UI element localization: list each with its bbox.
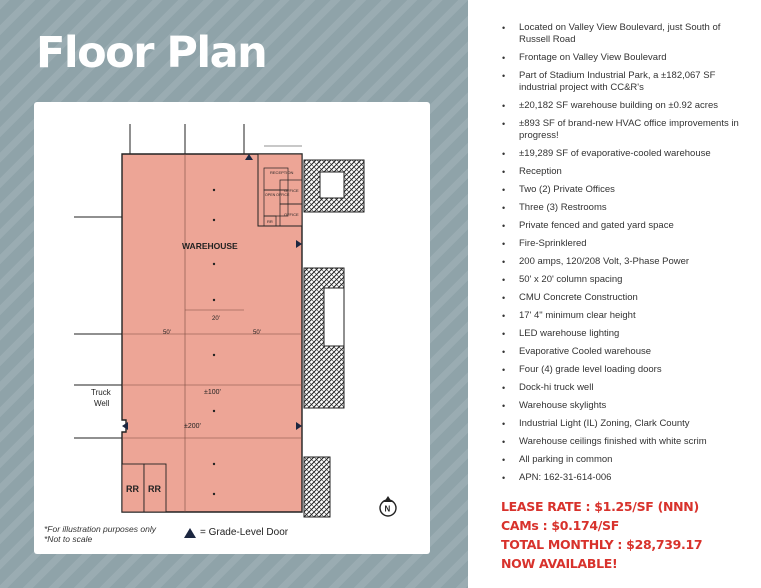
bullet-icon: •: [502, 473, 506, 483]
bullet-icon: •: [502, 71, 506, 81]
feature-item: • LED warehouse lighting: [502, 328, 620, 339]
bullet-icon: •: [502, 401, 506, 411]
warehouse-label: WAREHOUSE: [182, 241, 238, 251]
feature-item: • Industrial Light (IL) Zoning, Clark County: [502, 418, 690, 429]
bullet-icon: •: [502, 383, 506, 393]
truck-well-label-2: Well: [94, 399, 110, 408]
north-arrow-icon: [380, 496, 396, 516]
availability: NOW AVAILABLE!: [501, 556, 618, 571]
grade-level-door-icon: [184, 528, 196, 538]
dim-50-left: 50': [163, 330, 171, 336]
feature-item: • 50' x 20' column spacing: [502, 274, 623, 285]
floor-plan-card: [34, 102, 430, 554]
feature-item: • APN: 162-31-614-006: [502, 472, 612, 483]
restrooms: [122, 464, 166, 512]
feature-item: • Three (3) Restrooms: [502, 202, 607, 213]
feature-item: • Fire-Sprinklered: [502, 238, 587, 249]
bullet-icon: •: [502, 347, 506, 357]
bullet-icon: •: [502, 167, 506, 177]
plan-footnote: [44, 524, 156, 544]
feature-item: • 200 amps, 120/208 Volt, 3-Phase Power: [502, 256, 690, 267]
dim-100: ±100': [204, 389, 221, 396]
floor-plan-drawing: [34, 102, 430, 554]
feature-item: • Warehouse skylights: [502, 400, 607, 411]
truck-well-label-1: Truck: [91, 388, 111, 397]
north-label: N: [384, 504, 391, 514]
office-restroom-label: RR: [267, 219, 273, 224]
office-1-label: OFFICE: [284, 188, 299, 193]
dim-200: ±200': [184, 423, 201, 430]
door-marker-left: [122, 422, 128, 430]
bullet-icon: •: [502, 53, 506, 63]
feature-item: • ±893 SF of brand-new HVAC office improvements in progress!: [502, 118, 739, 141]
legend-label: = Grade-Level Door: [200, 527, 289, 538]
bullet-icon: •: [502, 185, 506, 195]
footnote-line-1: *For illustration purposes only: [44, 524, 156, 534]
cams: CAMs : $0.174/SF: [501, 518, 619, 533]
bullet-icon: •: [502, 119, 506, 129]
bullet-icon: •: [502, 455, 506, 465]
pricing-block: [501, 497, 702, 573]
bullet-icon: •: [502, 23, 506, 33]
right-wall-hatch: [304, 160, 364, 517]
bullet-icon: •: [502, 329, 506, 339]
feature-item: • Private fenced and gated yard space: [502, 220, 674, 231]
restroom-2-label: RR: [148, 484, 161, 494]
feature-item: • ±19,289 SF of evaporative-cooled warehouse: [502, 148, 711, 159]
open-office-label: OPEN OFFICE: [265, 193, 290, 197]
bullet-icon: •: [502, 311, 506, 321]
bullet-icon: •: [502, 149, 506, 159]
feature-item: • Warehouse ceilings finished with white scrim: [502, 436, 707, 447]
feature-item: • Dock-hi truck well: [502, 382, 594, 393]
footnote-line-2: *Not to scale: [44, 534, 93, 544]
bullet-icon: •: [502, 293, 506, 303]
feature-item: • ±20,182 SF warehouse building on ±0.92 acres: [502, 100, 718, 111]
feature-item: • 17' 4" minimum clear height: [502, 310, 636, 321]
feature-item: • Reception: [502, 166, 562, 177]
office-2-label: OFFICE: [284, 212, 299, 217]
bullet-icon: •: [502, 437, 506, 447]
feature-item: • Evaporative Cooled warehouse: [502, 346, 652, 357]
dim-50-right: 50': [253, 330, 261, 336]
feature-item: • Located on Valley View Boulevard, just South of Russell Road: [502, 22, 721, 45]
bullet-icon: •: [502, 365, 506, 375]
feature-item: • Two (2) Private Offices: [502, 184, 615, 195]
bullet-icon: •: [502, 257, 506, 267]
lease-rate: LEASE RATE : $1.25/SF (NNN): [501, 499, 699, 514]
door-legend: [184, 527, 288, 538]
office-area: [258, 146, 302, 226]
bullet-icon: •: [502, 203, 506, 213]
reception-label: RECEPTION: [270, 170, 294, 175]
feature-item: • CMU Concrete Construction: [502, 292, 638, 303]
feature-list: [502, 22, 752, 490]
feature-item: • All parking in common: [502, 454, 613, 465]
bullet-icon: •: [502, 275, 506, 285]
restroom-1-label: RR: [126, 484, 139, 494]
bullet-icon: •: [502, 221, 506, 231]
feature-item: • Four (4) grade level loading doors: [502, 364, 662, 375]
dim-20: 20': [212, 316, 220, 322]
feature-item: • Frontage on Valley View Boulevard: [502, 52, 667, 63]
bullet-icon: •: [502, 101, 506, 111]
right-panel: [468, 0, 761, 588]
feature-item: • Part of Stadium Industrial Park, a ±182,067 SF industrial project with CC&R's: [502, 70, 716, 93]
bullet-icon: •: [502, 239, 506, 249]
bullet-icon: •: [502, 419, 506, 429]
grid-ticks-top: [130, 124, 244, 154]
page-title: Floor Plan: [36, 28, 267, 78]
total-monthly: TOTAL MONTHLY : $28,739.17: [501, 537, 703, 552]
